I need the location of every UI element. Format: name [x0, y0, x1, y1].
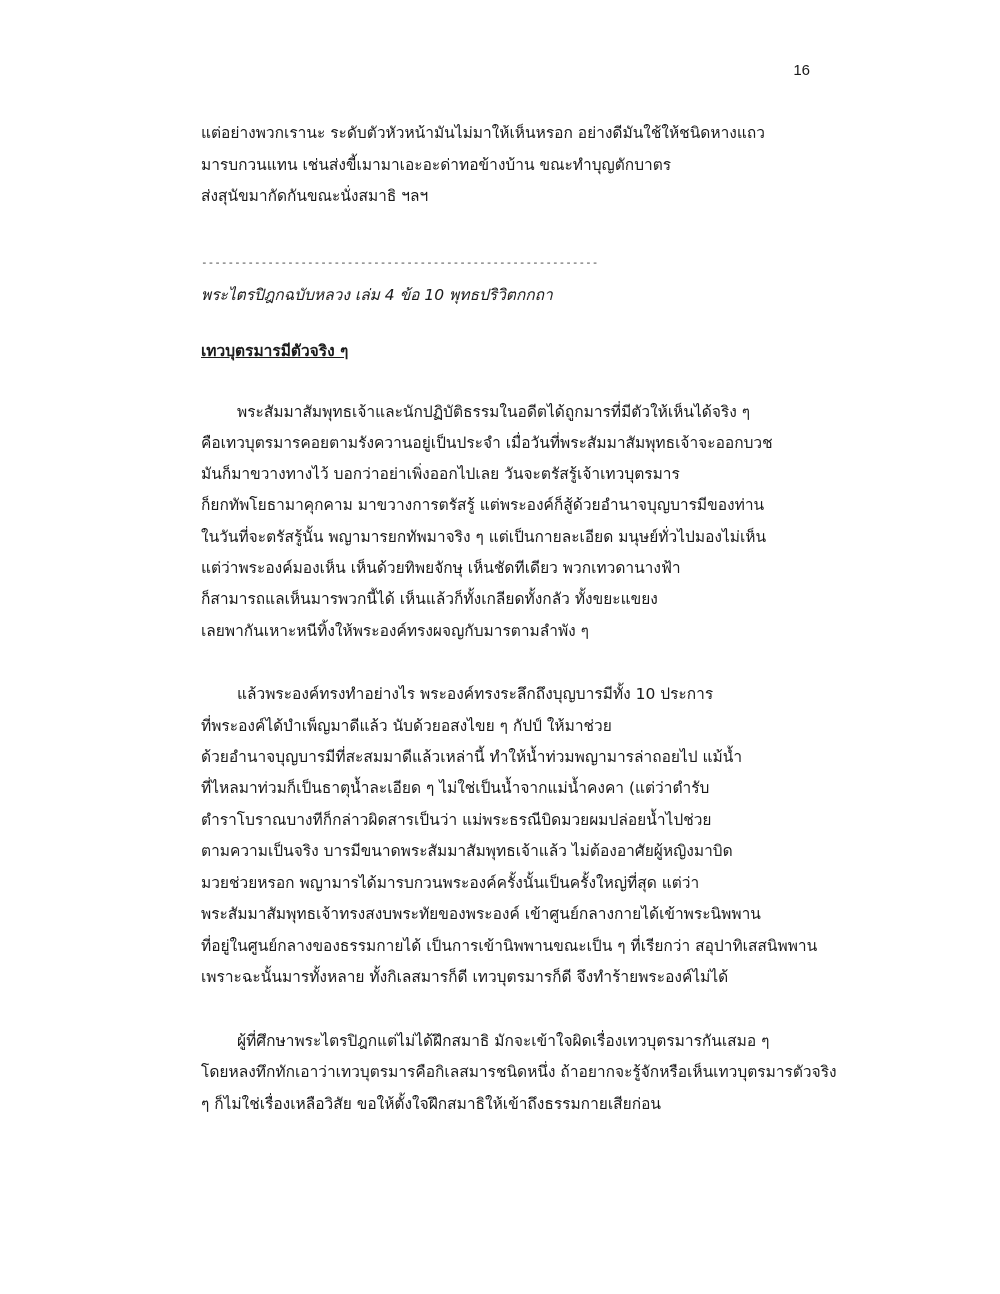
text-line: ผู้ที่ศึกษาพระไตรปิฎกแต่ไม่ได้ฝึกสมาธิ มักจะเข้าใจผิดเรื่องเทวบุตรมารกันเสมอ ๆ [237, 1032, 770, 1050]
text-line: มันก็มาขวางทางไว้ บอกว่าอย่าเพิ่งออกไปเลย วันจะตรัสรู้เจ้าเทวบุตรมาร [201, 465, 680, 483]
text-line: มารบกวนแทน เช่นส่งขี้เมามาเอะอะด่าทอข้างบ้าน ขณะทำบุญตักบาตร [201, 156, 672, 174]
text-line: ตำราโบราณบางทีก็กล่าวผิดสารเป็นว่า แม่พระธรณีบิดมวยผมปล่อยน้ำไปช่วย [201, 811, 712, 829]
text-line: ที่พระองค์ได้บำเพ็ญมาดีแล้ว นับด้วยอสงไขย ๆ กัปป์ ให้มาช่วย [201, 717, 612, 735]
text-line: เลยพากันเหาะหนีทิ้งให้พระองค์ทรงผจญกับมารตามลำพัง ๆ [201, 622, 589, 640]
section-heading: เทวบุตรมารมีตัวจริง ๆ [201, 342, 349, 360]
page-number: 16 [793, 62, 810, 79]
text-line: พระสัมมาสัมพุทธเจ้าและนักปฏิบัติธรรมในอดีตได้ถูกมารที่มีตัวให้เห็นได้จริง ๆ [237, 403, 751, 421]
text-line: แล้วพระองค์ทรงทำอย่างไร พระองค์ทรงระลึกถึงบุญบารมีทั้ง 10 ประการ [237, 685, 714, 703]
text-line: แต่อย่างพวกเรานะ ระดับตัวหัวหน้ามันไม่มาให้เห็นหรอก อย่างดีมันใช้ให้ชนิดหางแถว [201, 124, 765, 142]
text-line: ตามความเป็นจริง บารมีขนาดพระสัมมาสัมพุทธเจ้าแล้ว ไม่ต้องอาศัยผู้หญิงมาบิด [201, 842, 733, 860]
separator-line: ------------------------------------------------------------ [201, 256, 599, 269]
text-line: ด้วยอำนาจบุญบารมีที่สะสมมาดีแล้วเหล่านี้ ทำให้น้ำท่วมพญามารล่าถอยไป แม้น้ำ [201, 748, 743, 766]
text-line: แต่ว่าพระองค์มองเห็น เห็นด้วยทิพยจักษุ เห็นชัดทีเดียว พวกเทวดานางฟ้า [201, 559, 681, 577]
text-line: โดยหลงทึกทักเอาว่าเทวบุตรมารคือกิเลสมารชนิดหนึ่ง ถ้าอยากจะรู้จักหรือเห็นเทวบุตรมารตัวจริง [201, 1063, 837, 1081]
text-line: ที่ไหลมาท่วมก็เป็นธาตุน้ำละเอียด ๆ ไม่ใช่เป็นน้ำจากแม่น้ำคงคา (แต่ว่าตำรับ [201, 779, 710, 797]
text-line: ๆ ก็ไม่ใช่เรื่องเหลือวิสัย ขอให้ตั้งใจฝึกสมาธิให้เข้าถึงธรรมกายเสียก่อน [201, 1095, 661, 1113]
text-line: ก็ยกทัพโยธามาคุกคาม มาขวางการตรัสรู้ แต่พระองค์ก็สู้ด้วยอำนาจบุญบารมีของท่าน [201, 496, 765, 514]
text-line: พระสัมมาสัมพุทธเจ้าทรงสงบพระทัยของพระองค์ เข้าศูนย์กลางกายได้เข้าพระนิพพาน [201, 905, 761, 923]
citation: พระไตรปิฎกฉบับหลวง เล่ม 4 ข้อ 10 พุทธปริวิตกกถา [201, 286, 553, 304]
text-line: ในวันที่จะตรัสรู้นั้น พญามารยกทัพมาจริง ๆ แต่เป็นกายละเอียด มนุษย์ทั่วไปมองไม่เห็น [201, 528, 767, 546]
text-line: ก็สามารถแลเห็นมารพวกนี้ได้ เห็นแล้วก็ทั้งเกลียดทั้งกลัว ทั้งขยะแขยง [201, 590, 658, 608]
text-line: คือเทวบุตรมารคอยตามรังควานอยู่เป็นประจำ เมื่อวันที่พระสัมมาสัมพุทธเจ้าจะออกบวช [201, 434, 773, 452]
text-line: ที่อยู่ในศูนย์กลางของธรรมกายได้ เป็นการเข้านิพพานขณะเป็น ๆ ที่เรียกว่า สอุปาทิเสสนิพพาน [201, 937, 818, 955]
text-line: เพราะฉะนั้นมารทั้งหลาย ทั้งกิเลสมารก็ดี เทวบุตรมารก็ดี จึงทำร้ายพระองค์ไม่ได้ [201, 968, 729, 986]
text-line: ส่งสุนัขมากัดกันขณะนั่งสมาธิ ฯลฯ [201, 187, 429, 205]
text-line: มวยช่วยหรอก พญามารได้มารบกวนพระองค์ครั้งนั้นเป็นครั้งใหญ่ที่สุด แต่ว่า [201, 874, 700, 892]
